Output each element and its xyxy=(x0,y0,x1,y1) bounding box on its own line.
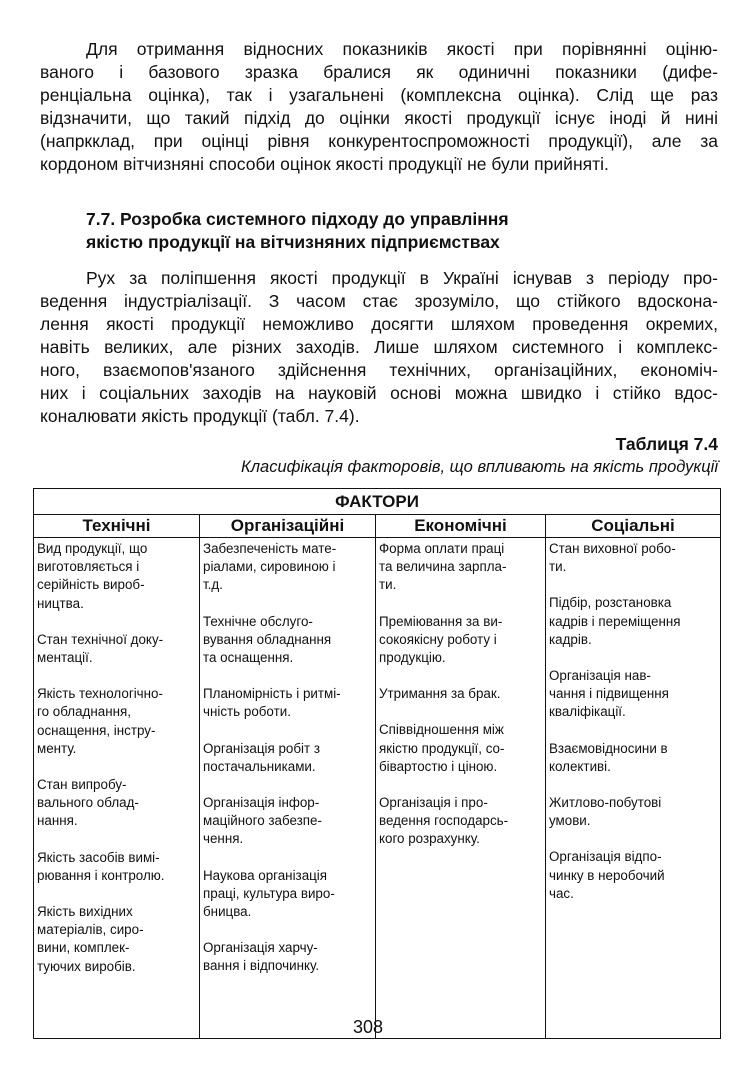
paragraph-quality-indicators xyxy=(40,38,718,176)
section-heading xyxy=(86,208,509,254)
factor-item-line: та оснащення. xyxy=(203,650,294,666)
factor-item-line: кваліфікації. xyxy=(549,704,626,720)
factor-item-line: вання і відпочинку. xyxy=(203,958,320,974)
factor-item-line: Організація і про- xyxy=(379,795,488,811)
factor-item-line: продукцію. xyxy=(379,650,446,666)
factor-item-line: час. xyxy=(549,885,574,901)
page-number: 308 xyxy=(352,1017,384,1037)
factor-item-line: Стан технічної доку- xyxy=(37,631,164,647)
factor-item xyxy=(549,740,717,776)
table-header-factors: ФАКТОРИ xyxy=(34,489,721,515)
text-line: ведення індустріалізації. З часом стає зрозуміло, що стійкого вдоскона- xyxy=(40,291,718,311)
factor-item xyxy=(549,594,717,649)
text-line: ренціальна оцінка), так і узагальнені (комплексна оцінка). Слід ще раз xyxy=(40,85,718,105)
factor-item-line: Якість вихідних xyxy=(37,904,133,920)
factor-item-line: вального облад- xyxy=(37,795,139,811)
factor-item xyxy=(203,794,372,849)
column-technical-factors xyxy=(34,538,200,1039)
section-heading-line-1: 7.7. Розробка системного підходу до управління xyxy=(86,209,509,229)
factor-item-line: Вид продукції, що xyxy=(37,541,148,556)
factor-item-line: ти. xyxy=(549,559,567,575)
factor-item-line: Організація інфор- xyxy=(203,795,320,811)
factor-item-line: Стан випробу- xyxy=(37,777,127,793)
factor-item-line: оснащення, інстру- xyxy=(37,722,156,738)
factor-item xyxy=(37,776,196,831)
factor-item-line: Організація робіт з xyxy=(203,740,321,756)
factor-item xyxy=(37,685,196,758)
text-line: ваного і базового зразка бралися як одиничні показники (дифе- xyxy=(40,62,718,82)
factor-item-line: Організація відпо- xyxy=(549,849,662,865)
factor-item-line: Якість засобів вимі- xyxy=(37,849,160,865)
factor-item xyxy=(203,740,372,776)
text-line: Для отримання відносних показників якості при порівнянні оціню- xyxy=(86,39,718,59)
factor-item-line: сокоякісну роботу і xyxy=(379,631,497,647)
text-line: них і соціальних заходів на науковій основі можна швидко і стійко вдос- xyxy=(40,383,718,403)
text-line: лення якості продукції неможливо досягти шляхом проведення окремих, xyxy=(40,314,718,334)
factor-item xyxy=(37,540,196,613)
text-line: кордоном вітчизняні способи оцінок якості продукції не були прийняті. xyxy=(40,154,609,174)
factor-item-line: Преміювання за ви- xyxy=(379,613,503,629)
factor-item-line: кадрів і переміщення xyxy=(549,613,681,629)
factor-item-line: чання і підвищення xyxy=(549,686,669,702)
text-line: Рух за поліпшення якості продукції в Україні існував з періоду про- xyxy=(86,268,718,288)
factor-item-line: Наукова організація xyxy=(203,867,328,883)
factor-item-line: постачальниками. xyxy=(203,758,316,774)
factor-item xyxy=(203,867,372,922)
factor-item xyxy=(37,631,196,667)
factor-item-line: праці, культура виро- xyxy=(203,885,335,901)
column-economic-factors xyxy=(376,538,546,1039)
factor-item-line: ництва. xyxy=(37,595,84,611)
factor-item xyxy=(37,903,196,976)
factor-item-line: чність роботи. xyxy=(203,704,291,720)
factor-item-line: Організація харчу- xyxy=(203,940,318,956)
factor-item xyxy=(37,849,196,885)
factor-item-line: Житлово-побутові xyxy=(549,795,662,811)
factor-item-line: нання. xyxy=(37,813,78,829)
text-line: ного, взаємопов'язаного здійснення технічних, організаційних, економіч- xyxy=(40,360,718,380)
factor-item xyxy=(379,540,542,595)
text-line: відзначити, що такий підхід до оцінки якості продукції існує іноді й нині xyxy=(40,108,718,128)
factor-item-line: кадрів. xyxy=(549,631,592,647)
factor-item-line: ведення господарсь- xyxy=(379,813,509,829)
factor-item-line: маційного забезпе- xyxy=(203,813,322,829)
factor-item xyxy=(379,613,542,668)
factor-item-line: рювання і контролю. xyxy=(37,867,165,883)
factor-item-line: серійність вироб- xyxy=(37,577,145,593)
factor-item-line: Стан виховної робо- xyxy=(549,541,676,556)
factor-item-line: Планомірність і ритмі- xyxy=(203,686,341,702)
factor-item xyxy=(549,667,717,722)
factor-item-line: туючих виробів. xyxy=(37,958,136,974)
factor-item-line: вування обладнання xyxy=(203,631,332,647)
factor-item-line: бницва. xyxy=(203,904,252,920)
factor-item xyxy=(203,685,372,721)
factor-item-line: т.д. xyxy=(203,577,223,593)
factors-table xyxy=(33,488,721,1039)
factor-item-line: Взаємовідносини в xyxy=(549,740,668,756)
factor-item-line: умови. xyxy=(549,813,591,829)
factor-item-line: Технічне обслуго- xyxy=(203,613,313,629)
factor-item-line: колективі. xyxy=(549,758,611,774)
factor-item xyxy=(203,939,372,975)
factor-item-line: Співвідношення між xyxy=(379,722,504,738)
text-line: (напркклад, при оцінці рівня конкурентоспроможності продукції), але за xyxy=(40,131,718,151)
column-header-technical: Технічні xyxy=(34,515,200,538)
factor-item-line: Забезпеченість мате- xyxy=(203,541,337,556)
factor-item-line: Утримання за брак. xyxy=(379,686,501,702)
factor-item xyxy=(379,685,542,703)
factor-item-line: чинку в неробочий xyxy=(549,867,665,883)
factor-item-line: виготовляється і xyxy=(37,559,140,575)
factor-item xyxy=(379,721,542,776)
factor-item-line: ріалами, сировиною і xyxy=(203,559,336,575)
factor-item xyxy=(203,540,372,595)
factor-item-line: Якість технологічно- xyxy=(37,686,163,702)
column-organizational-factors xyxy=(200,538,376,1039)
table-number: Таблиця 7.4 xyxy=(615,434,718,454)
factor-item-line: та величина зарпла- xyxy=(379,559,507,575)
paragraph-system-approach xyxy=(40,267,718,428)
column-social-factors xyxy=(546,538,721,1039)
column-header-social: Соціальні xyxy=(546,515,721,538)
factor-item-line: менту. xyxy=(37,740,77,756)
factor-item xyxy=(203,613,372,668)
factor-item-line: чення. xyxy=(203,831,244,847)
factor-item-line: Організація нав- xyxy=(549,668,651,684)
text-line: навіть великих, але різних заходів. Лише шляхом системного і комплекс- xyxy=(40,337,718,357)
column-header-economic: Економічні xyxy=(376,515,546,538)
factor-item-line: матеріалів, сиро- xyxy=(37,922,144,938)
factor-item-line: ментації. xyxy=(37,650,93,666)
column-header-organizational: Організаційні xyxy=(200,515,376,538)
factor-item-line: го обладнання, xyxy=(37,704,131,720)
factor-item-line: Підбір, розстановка xyxy=(549,595,672,611)
factor-item xyxy=(549,540,717,576)
factor-item-line: вини, комплек- xyxy=(37,940,130,956)
factor-item-line: якістю продукції, со- xyxy=(379,740,505,756)
factor-item xyxy=(549,794,717,830)
factor-item xyxy=(379,794,542,849)
factor-item-line: ти. xyxy=(379,577,397,593)
table-caption: Класифікація факторовів, що впливають на якість продукції xyxy=(241,458,718,476)
factor-item-line: Форма оплати праці xyxy=(379,541,505,556)
text-line: коналювати якість продукції (табл. 7.4). xyxy=(40,406,360,426)
factor-item-line: кого розрахунку. xyxy=(379,831,480,847)
factor-item-line: бівартостю і ціною. xyxy=(379,758,498,774)
section-heading-line-2: якістю продукції на вітчизняних підприємствах xyxy=(86,232,500,252)
factor-item xyxy=(549,848,717,903)
